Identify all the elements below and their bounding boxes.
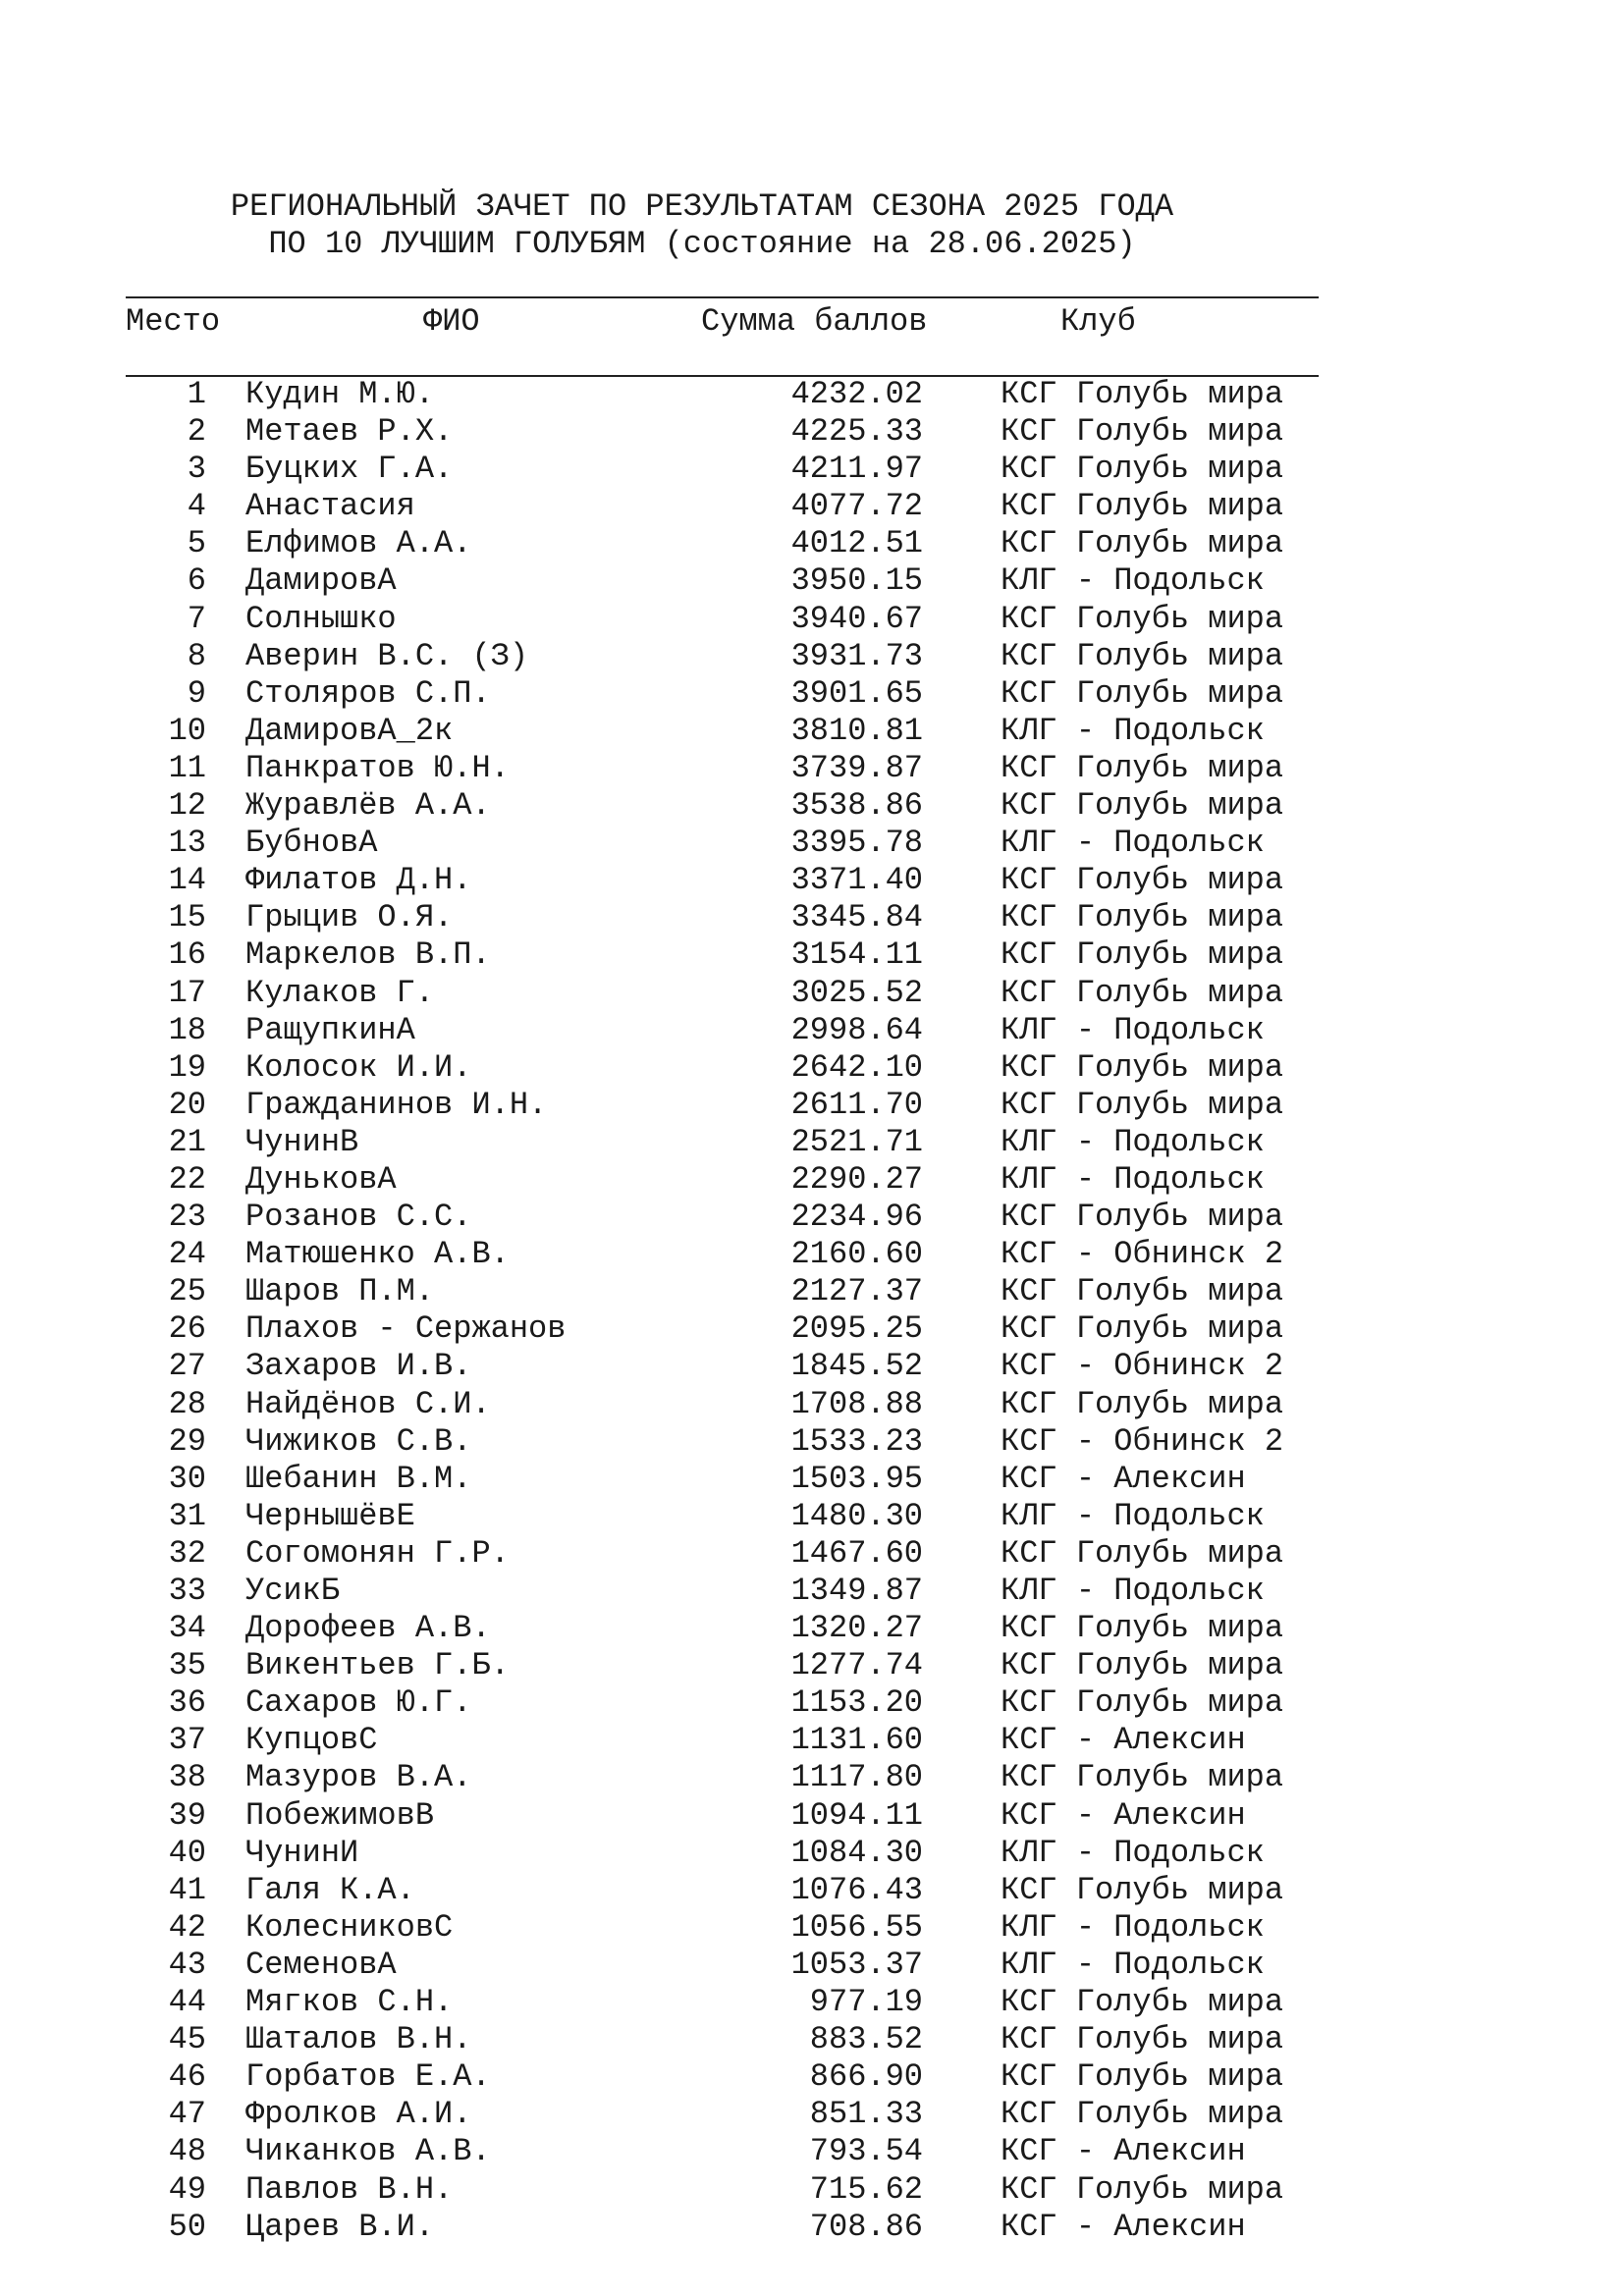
row-place: 21 <box>168 1123 206 1160</box>
row-club: КСГ - Алексин <box>1001 1796 1246 1834</box>
document-title: РЕГИОНАЛЬНЫЙ ЗАЧЕТ ПО РЕЗУЛЬТАТАМ СЕЗОНА 2025 ГОДА <box>230 188 1174 225</box>
row-place: 41 <box>168 1871 206 1908</box>
row-club: КСГ Голубь мира <box>1001 2058 1284 2096</box>
row-sum: 851.33 <box>809 2096 923 2133</box>
row-club: КСГ - Алексин <box>1001 1722 1246 1759</box>
row-name: Согомонян Г.Р. <box>245 1534 510 1572</box>
row-place: 8 <box>187 637 206 674</box>
row-sum: 1533.23 <box>790 1422 923 1460</box>
row-club: КСГ Голубь мира <box>1001 1610 1284 1647</box>
row-name: СеменовА <box>245 1946 397 1983</box>
row-name: Галя К.А. <box>245 1871 415 1908</box>
document-subtitle: ПО 10 ЛУЧШИМ ГОЛУБЯМ (состояние на 28.06.2025) <box>268 226 1136 262</box>
row-club: КЛГ - Подольск <box>1001 1908 1265 1946</box>
row-club: КСГ Голубь мира <box>1001 1273 1284 1310</box>
row-club: КСГ Голубь мира <box>1001 1310 1284 1348</box>
row-place: 3 <box>187 451 206 488</box>
row-club: КСГ Голубь мира <box>1001 862 1284 899</box>
table-row <box>0 525 1624 562</box>
row-club: КСГ Голубь мира <box>1001 974 1284 1011</box>
table-row <box>0 1759 1624 1796</box>
table-row <box>0 787 1624 825</box>
row-place: 25 <box>168 1273 206 1310</box>
row-club: КСГ Голубь мира <box>1001 451 1284 488</box>
row-sum: 1117.80 <box>790 1759 923 1796</box>
table-row <box>0 2096 1624 2133</box>
table-row <box>0 675 1624 713</box>
table-row <box>0 1909 1624 1947</box>
results-table-body <box>0 376 1624 2246</box>
row-place: 36 <box>168 1684 206 1722</box>
table-row <box>0 413 1624 451</box>
table-row <box>0 1386 1624 1423</box>
row-club: КСГ Голубь мира <box>1001 787 1284 825</box>
table-header <box>0 302 1624 342</box>
table-row <box>0 2171 1624 2209</box>
row-place: 7 <box>187 600 206 637</box>
header-place: Место <box>126 303 221 340</box>
row-name: Фролков А.И. <box>245 2096 472 2133</box>
table-row <box>0 2209 1624 2246</box>
row-name: Шаталов В.Н. <box>245 2021 472 2058</box>
row-place: 29 <box>168 1422 206 1460</box>
row-name: ЧернышёвЕ <box>245 1497 415 1534</box>
row-name: УсикБ <box>245 1573 341 1609</box>
table-row <box>0 1872 1624 1909</box>
row-sum: 2127.37 <box>790 1273 923 1310</box>
table-row <box>0 488 1624 525</box>
table-row <box>0 451 1624 488</box>
table-row <box>0 1722 1624 1759</box>
table-row <box>0 1310 1624 1348</box>
table-row <box>0 899 1624 936</box>
row-sum: 2611.70 <box>790 1086 923 1123</box>
table-row <box>0 1012 1624 1049</box>
row-sum: 1277.74 <box>790 1647 923 1684</box>
table-row <box>0 1947 1624 1984</box>
header-club: Клуб <box>1060 303 1136 340</box>
row-name: ПобежимовВ <box>245 1796 435 1834</box>
row-sum: 793.54 <box>809 2133 923 2170</box>
row-place: 30 <box>168 1460 206 1497</box>
row-place: 12 <box>168 787 206 825</box>
row-club: КСГ Голубь мира <box>1001 1647 1284 1684</box>
row-club: КЛГ - Подольск <box>1001 712 1265 749</box>
row-name: Маркелов В.П. <box>245 936 491 974</box>
row-club: КСГ Голубь мира <box>1001 749 1284 786</box>
table-row <box>0 1573 1624 1610</box>
row-sum: 2095.25 <box>790 1310 923 1348</box>
row-place: 35 <box>168 1647 206 1684</box>
row-club: КСГ Голубь мира <box>1001 1534 1284 1572</box>
row-sum: 3538.86 <box>790 787 923 825</box>
table-row <box>0 1049 1624 1087</box>
table-row <box>0 1461 1624 1498</box>
row-name: Найдёнов С.И. <box>245 1385 491 1422</box>
row-club: КСГ Голубь мира <box>1001 1871 1284 1908</box>
row-sum: 2290.27 <box>790 1160 923 1198</box>
row-sum: 4225.33 <box>790 413 923 451</box>
row-name: Кудин М.Ю. <box>245 376 435 412</box>
row-sum: 2160.60 <box>790 1236 923 1273</box>
row-sum: 1467.60 <box>790 1534 923 1572</box>
row-club: КСГ Голубь мира <box>1001 2021 1284 2058</box>
table-row <box>0 1984 1624 2021</box>
row-place: 49 <box>168 2170 206 2208</box>
row-sum: 1094.11 <box>790 1796 923 1834</box>
row-sum: 2998.64 <box>790 1011 923 1048</box>
row-club: КСГ Голубь мира <box>1001 488 1284 525</box>
row-place: 23 <box>168 1199 206 1236</box>
row-place: 48 <box>168 2133 206 2170</box>
table-row <box>0 1161 1624 1199</box>
row-sum: 3931.73 <box>790 637 923 674</box>
row-name: Журавлёв А.А. <box>245 787 491 825</box>
row-place: 33 <box>168 1573 206 1609</box>
table-row <box>0 1087 1624 1124</box>
row-club: КЛГ - Подольск <box>1001 1160 1265 1198</box>
row-name: Гражданинов И.Н. <box>245 1086 548 1123</box>
row-sum: 3395.78 <box>790 825 923 862</box>
table-row <box>0 1835 1624 1872</box>
row-place: 27 <box>168 1348 206 1385</box>
table-row <box>0 975 1624 1012</box>
row-name: Розанов С.С. <box>245 1199 472 1236</box>
row-club: КСГ - Обнинск 2 <box>1001 1236 1284 1273</box>
row-sum: 4077.72 <box>790 488 923 525</box>
row-name: ДуньковА <box>245 1160 397 1198</box>
table-row <box>0 1423 1624 1461</box>
row-sum: 1056.55 <box>790 1908 923 1946</box>
row-place: 9 <box>187 674 206 712</box>
row-place: 26 <box>168 1310 206 1348</box>
row-name: Панкратов Ю.Н. <box>245 749 510 786</box>
row-place: 1 <box>187 376 206 412</box>
row-place: 45 <box>168 2021 206 2058</box>
row-club: КСГ Голубь мира <box>1001 1684 1284 1722</box>
row-sum: 3739.87 <box>790 749 923 786</box>
table-row <box>0 562 1624 600</box>
table-row <box>0 376 1624 413</box>
row-name: Шебанин В.М. <box>245 1460 472 1497</box>
row-name: Елфимов А.А. <box>245 525 472 562</box>
row-sum: 708.86 <box>809 2208 923 2245</box>
row-name: Викентьев Г.Б. <box>245 1647 510 1684</box>
row-place: 4 <box>187 488 206 525</box>
row-place: 2 <box>187 413 206 451</box>
row-name: РащупкинА <box>245 1011 415 1048</box>
row-place: 22 <box>168 1160 206 1198</box>
row-club: КСГ Голубь мира <box>1001 2170 1284 2208</box>
row-club: КЛГ - Подольск <box>1001 1573 1265 1609</box>
row-club: КСГ Голубь мира <box>1001 413 1284 451</box>
row-place: 47 <box>168 2096 206 2133</box>
row-sum: 866.90 <box>809 2058 923 2096</box>
row-club: КСГ Голубь мира <box>1001 1086 1284 1123</box>
row-name: Матюшенко А.В. <box>245 1236 510 1273</box>
table-row <box>0 2021 1624 2058</box>
row-sum: 1131.60 <box>790 1722 923 1759</box>
row-sum: 1708.88 <box>790 1385 923 1422</box>
row-sum: 3901.65 <box>790 674 923 712</box>
row-club: КСГ Голубь мира <box>1001 1385 1284 1422</box>
row-place: 19 <box>168 1048 206 1086</box>
row-sum: 3025.52 <box>790 974 923 1011</box>
row-place: 32 <box>168 1534 206 1572</box>
row-club: КСГ Голубь мира <box>1001 936 1284 974</box>
table-row <box>0 936 1624 974</box>
row-name: Царев В.И. <box>245 2208 435 2245</box>
row-sum: 3154.11 <box>790 936 923 974</box>
row-name: Сахаров Ю.Г. <box>245 1684 472 1722</box>
row-club: КСГ Голубь мира <box>1001 674 1284 712</box>
table-row <box>0 601 1624 638</box>
row-place: 50 <box>168 2208 206 2245</box>
row-sum: 1320.27 <box>790 1610 923 1647</box>
row-club: КЛГ - Подольск <box>1001 1946 1265 1983</box>
row-sum: 1076.43 <box>790 1871 923 1908</box>
row-sum: 1845.52 <box>790 1348 923 1385</box>
row-place: 31 <box>168 1497 206 1534</box>
row-club: КСГ - Алексин <box>1001 2208 1246 2245</box>
row-sum: 1480.30 <box>790 1497 923 1534</box>
row-club: КСГ - Алексин <box>1001 2133 1246 2170</box>
row-club: КСГ Голубь мира <box>1001 600 1284 637</box>
row-club: КСГ Голубь мира <box>1001 1048 1284 1086</box>
table-row <box>0 638 1624 675</box>
row-name: Мазуров В.А. <box>245 1759 472 1796</box>
row-sum: 715.62 <box>809 2170 923 2208</box>
row-sum: 2521.71 <box>790 1123 923 1160</box>
table-row <box>0 1647 1624 1684</box>
row-sum: 1084.30 <box>790 1834 923 1871</box>
row-club: КЛГ - Подольск <box>1001 825 1265 862</box>
row-name: Плахов - Сержанов <box>245 1310 567 1348</box>
row-place: 15 <box>168 899 206 936</box>
row-place: 16 <box>168 936 206 974</box>
row-name: Столяров С.П. <box>245 674 491 712</box>
row-place: 17 <box>168 974 206 1011</box>
row-place: 5 <box>187 525 206 562</box>
table-row <box>0 1797 1624 1835</box>
row-club: КЛГ - Подольск <box>1001 1123 1265 1160</box>
row-place: 28 <box>168 1385 206 1422</box>
row-club: КЛГ - Подольск <box>1001 1497 1265 1534</box>
row-place: 46 <box>168 2058 206 2096</box>
table-row <box>0 1498 1624 1535</box>
table-row <box>0 1124 1624 1161</box>
row-name: Павлов В.Н. <box>245 2170 454 2208</box>
row-sum: 883.52 <box>809 2021 923 2058</box>
row-place: 6 <box>187 562 206 600</box>
row-sum: 4232.02 <box>790 376 923 412</box>
row-sum: 2234.96 <box>790 1199 923 1236</box>
table-row <box>0 750 1624 787</box>
row-place: 42 <box>168 1908 206 1946</box>
row-club: КЛГ - Подольск <box>1001 1011 1265 1048</box>
row-club: КЛГ - Подольск <box>1001 1834 1265 1871</box>
row-name: ДамировА_2к <box>245 712 454 749</box>
row-place: 39 <box>168 1796 206 1834</box>
header-name: ФИО <box>423 303 480 340</box>
row-club: КСГ - Алексин <box>1001 1460 1246 1497</box>
row-sum: 3810.81 <box>790 712 923 749</box>
row-name: Горбатов Е.А. <box>245 2058 491 2096</box>
row-name: БубновА <box>245 825 378 862</box>
row-place: 20 <box>168 1086 206 1123</box>
row-name: Мягков С.Н. <box>245 1984 454 2021</box>
table-row <box>0 825 1624 862</box>
row-sum: 1053.37 <box>790 1946 923 1983</box>
row-name: ЧунинИ <box>245 1834 359 1871</box>
row-name: ЧунинВ <box>245 1123 359 1160</box>
row-club: КСГ Голубь мира <box>1001 525 1284 562</box>
table-row <box>0 1684 1624 1722</box>
table-row <box>0 1236 1624 1273</box>
row-place: 43 <box>168 1946 206 1983</box>
row-name: Колосок И.И. <box>245 1048 472 1086</box>
row-club: КСГ Голубь мира <box>1001 899 1284 936</box>
table-row <box>0 862 1624 899</box>
row-name: Чиканков А.В. <box>245 2133 491 2170</box>
row-sum: 2642.10 <box>790 1048 923 1086</box>
row-sum: 4211.97 <box>790 451 923 488</box>
row-place: 10 <box>168 712 206 749</box>
row-sum: 1349.87 <box>790 1573 923 1609</box>
table-top-rule <box>126 296 1319 298</box>
row-club: КСГ Голубь мира <box>1001 376 1284 412</box>
row-name: ДамировА <box>245 562 397 600</box>
row-place: 38 <box>168 1759 206 1796</box>
row-club: КСГ - Обнинск 2 <box>1001 1422 1284 1460</box>
row-place: 44 <box>168 1984 206 2021</box>
row-club: КЛГ - Подольск <box>1001 562 1265 600</box>
row-sum: 3940.67 <box>790 600 923 637</box>
row-sum: 3950.15 <box>790 562 923 600</box>
table-row <box>0 1273 1624 1310</box>
row-name: Шаров П.М. <box>245 1273 435 1310</box>
row-sum: 4012.51 <box>790 525 923 562</box>
table-row <box>0 1610 1624 1647</box>
row-name: Аверин В.С. (З) <box>245 637 529 674</box>
row-name: Метаев Р.Х. <box>245 413 454 451</box>
row-club: КСГ Голубь мира <box>1001 2096 1284 2133</box>
row-sum: 977.19 <box>809 1984 923 2021</box>
header-sum: Сумма баллов <box>701 303 928 340</box>
row-place: 37 <box>168 1722 206 1759</box>
table-row <box>0 2058 1624 2096</box>
row-club: КСГ Голубь мира <box>1001 1759 1284 1796</box>
row-name: Солнышко <box>245 600 397 637</box>
row-club: КСГ - Обнинск 2 <box>1001 1348 1284 1385</box>
row-club: КСГ Голубь мира <box>1001 1199 1284 1236</box>
row-name: КупцовС <box>245 1722 378 1759</box>
row-place: 14 <box>168 862 206 899</box>
row-place: 13 <box>168 825 206 862</box>
row-place: 24 <box>168 1236 206 1273</box>
row-sum: 1503.95 <box>790 1460 923 1497</box>
table-row <box>0 713 1624 750</box>
row-sum: 1153.20 <box>790 1684 923 1722</box>
row-name: КолесниковС <box>245 1908 454 1946</box>
table-row <box>0 1535 1624 1573</box>
row-name: Буцких Г.А. <box>245 451 454 488</box>
row-name: Захаров И.В. <box>245 1348 472 1385</box>
row-sum: 3371.40 <box>790 862 923 899</box>
row-name: Дорофеев А.В. <box>245 1610 491 1647</box>
row-sum: 3345.84 <box>790 899 923 936</box>
row-place: 18 <box>168 1011 206 1048</box>
row-place: 40 <box>168 1834 206 1871</box>
row-name: Анастасия <box>245 488 415 525</box>
row-name: Филатов Д.Н. <box>245 862 472 899</box>
table-row <box>0 1199 1624 1236</box>
row-name: Грыцив О.Я. <box>245 899 454 936</box>
row-name: Чижиков С.В. <box>245 1422 472 1460</box>
row-place: 11 <box>168 749 206 786</box>
table-row <box>0 1348 1624 1385</box>
row-club: КСГ Голубь мира <box>1001 1984 1284 2021</box>
row-place: 34 <box>168 1610 206 1647</box>
table-row <box>0 2133 1624 2170</box>
row-club: КСГ Голубь мира <box>1001 637 1284 674</box>
row-name: Кулаков Г. <box>245 974 435 1011</box>
